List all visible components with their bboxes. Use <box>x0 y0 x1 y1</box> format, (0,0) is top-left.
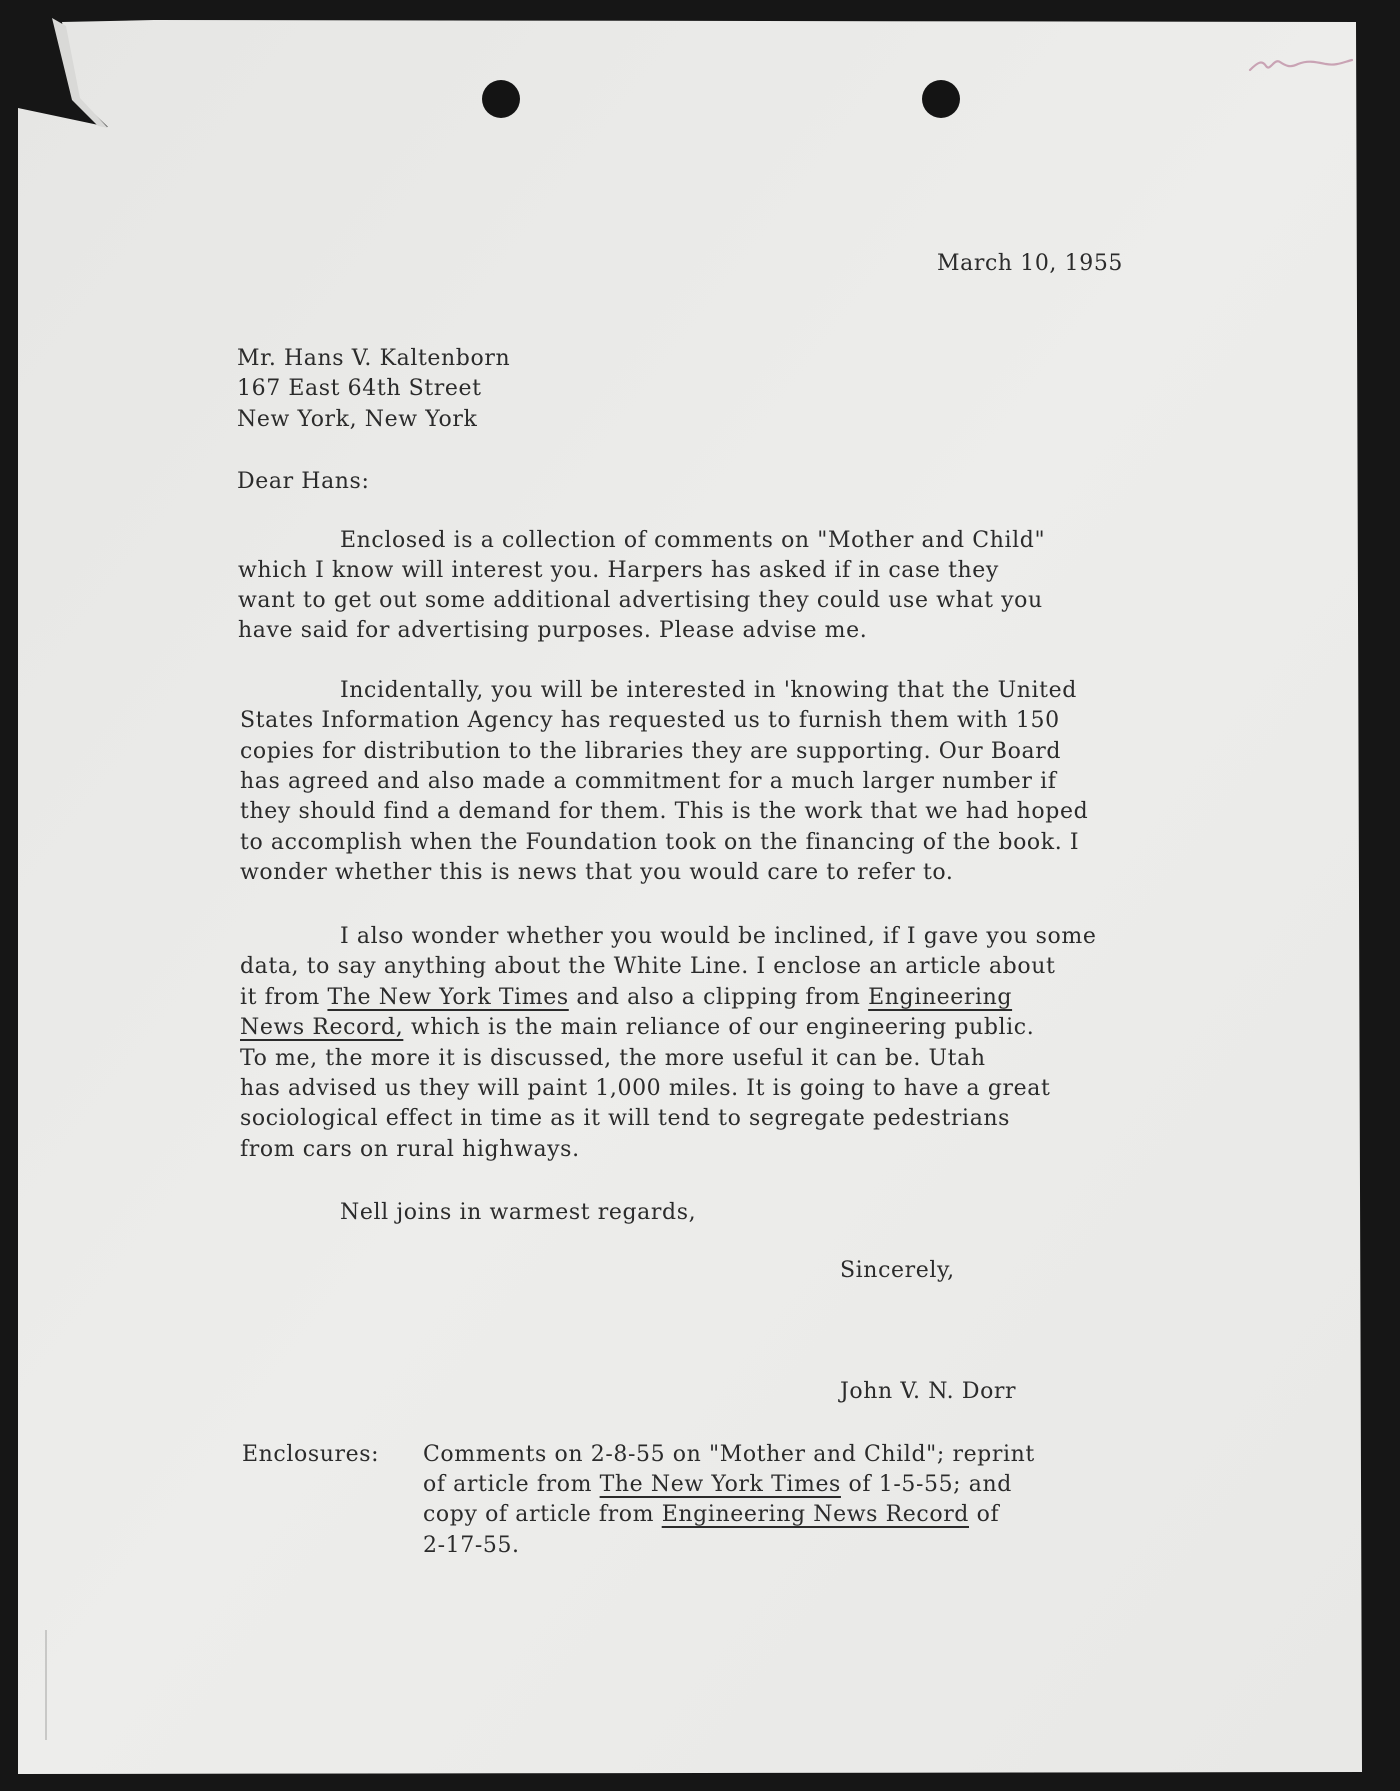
journal-title-underlined: News Record, <box>240 1015 404 1040</box>
closing-remark: Nell joins in warmest regards, <box>340 1200 697 1225</box>
enclosures-line <box>423 1470 1012 1501</box>
paragraph-line <box>240 983 1012 1014</box>
salutation: Dear Hans: <box>237 469 370 494</box>
paragraph-line: sociological effect in time as it will tend to segregate pedestrians <box>240 1106 1011 1131</box>
text-run: it from <box>240 985 328 1010</box>
newspaper-title-underlined: The New York Times <box>327 985 569 1010</box>
paragraph-line: has advised us they will paint 1,000 miles. It is going to have a great <box>240 1076 1051 1101</box>
paragraph-line: Incidentally, you will be interested in 'knowing that the United <box>340 678 1077 703</box>
text-run: of 1-5-55; and <box>840 1472 1012 1497</box>
paragraph-line: To me, the more it is discussed, the more useful it can be. Utah <box>240 1046 986 1071</box>
paragraph-line: want to get out some additional advertising they could use what you <box>238 588 1043 613</box>
paragraph-line: have said for advertising purposes. Please advise me. <box>238 618 868 643</box>
journal-title-underlined: Engineering <box>868 985 1013 1010</box>
text-run: of article from <box>423 1472 600 1497</box>
paragraph-line: I also wonder whether you would be inclined, if I gave you some <box>340 924 1097 949</box>
paragraph-line: from cars on rural highways. <box>240 1137 580 1162</box>
recipient-street: 167 East 64th Street <box>237 376 482 401</box>
paragraph-line: they should find a demand for them. This is the work that we had hoped <box>240 799 1089 824</box>
newspaper-title-underlined: The New York Times <box>599 1472 841 1497</box>
enclosures-line: Comments on 2-8-55 on "Mother and Child"; reprint <box>423 1442 1035 1467</box>
text-run: and also a clipping from <box>568 985 869 1010</box>
paragraph-line: data, to say anything about the White Line. I enclose an article about <box>240 954 1056 979</box>
text-run: of <box>969 1502 1000 1527</box>
letter-date: March 10, 1955 <box>937 251 1124 276</box>
enclosures-line: 2-17-55. <box>423 1533 520 1558</box>
enclosures-label: Enclosures: <box>242 1442 380 1467</box>
text-run: which is the main reliance of our engineering public. <box>403 1015 1035 1040</box>
recipient-city: New York, New York <box>237 407 478 432</box>
paragraph-line: to accomplish when the Foundation took on the financing of the book. I <box>240 830 1080 855</box>
enclosures-line <box>423 1500 999 1531</box>
paragraph-line: Enclosed is a collection of comments on "Mother and Child" <box>340 528 1046 553</box>
paragraph-line: has agreed and also made a commitment for a much larger number if <box>240 769 1057 794</box>
paragraph-line: wonder whether this is news that you would care to refer to. <box>240 860 954 885</box>
signatory-name: John V. N. Dorr <box>840 1379 1017 1404</box>
paragraph-line: which I know will interest you. Harpers has asked if in case they <box>238 558 999 583</box>
paragraph-line <box>240 1013 1034 1044</box>
valediction: Sincerely, <box>840 1258 955 1283</box>
paragraph-line: copies for distribution to the libraries they are supporting. Our Board <box>240 739 1062 764</box>
recipient-name: Mr. Hans V. Kaltenborn <box>237 346 511 371</box>
text-run: copy of article from <box>423 1502 662 1527</box>
paragraph-line: States Information Agency has requested us to furnish them with 150 <box>240 708 1060 733</box>
journal-title-underlined: Engineering News Record <box>661 1502 969 1527</box>
